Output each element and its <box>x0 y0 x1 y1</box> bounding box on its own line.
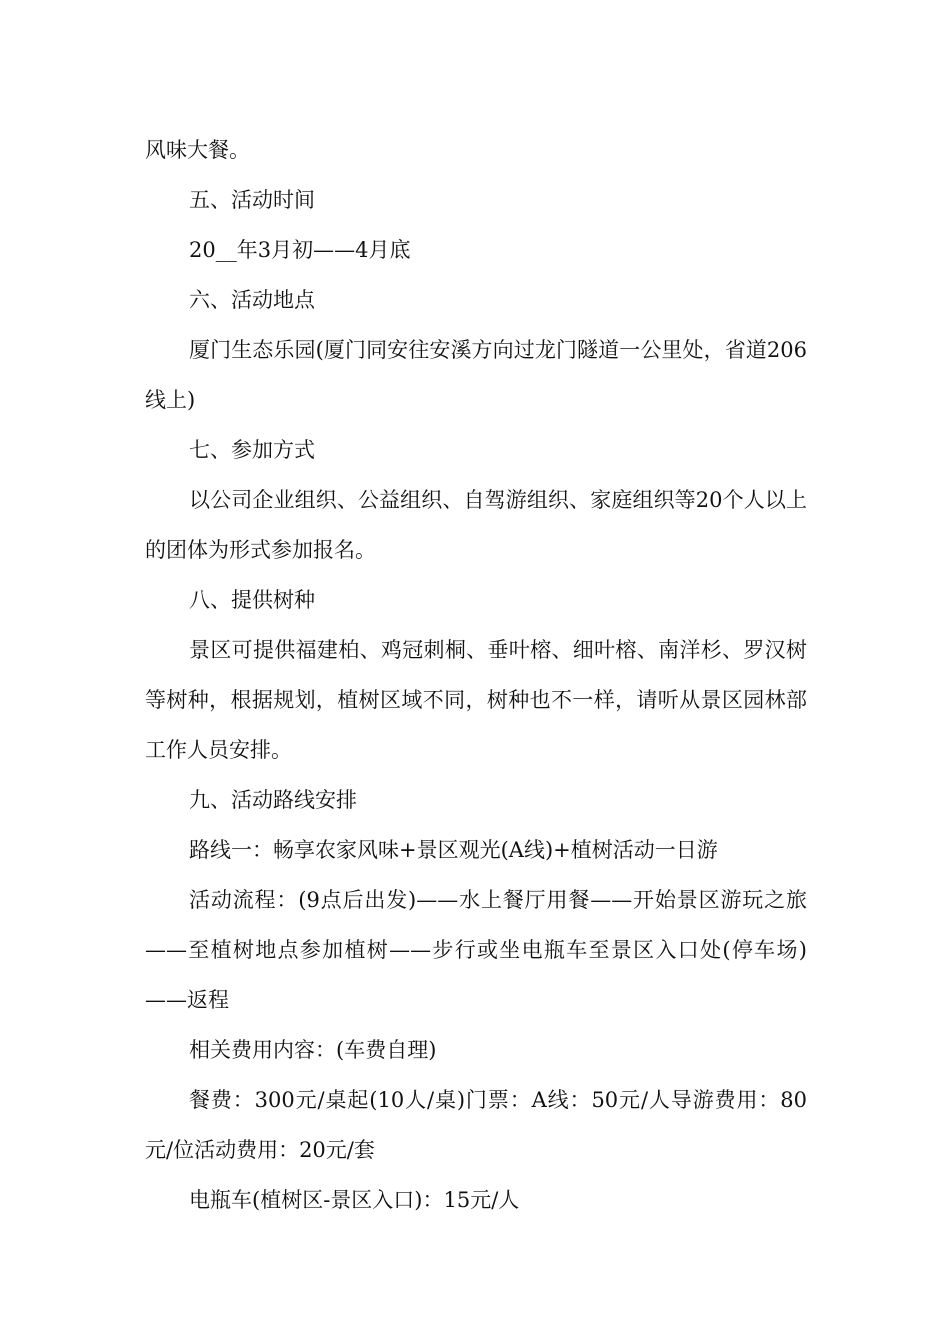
paragraph-activity-flow: 活动流程：(9点后出发)——水上餐厅用餐——开始景区游玩之旅——至植树地点参加植树——步行或坐电瓶车至景区入口处(停车场)——返程 <box>145 888 807 1012</box>
paragraph-shuttle-fee: 电瓶车(植树区-景区入口)：15元/人 <box>189 1188 520 1212</box>
heading-tree-species: 八、提供树种 <box>189 588 315 612</box>
paragraph-tree-species: 景区可提供福建柏、鸡冠刺桐、垂叶榕、细叶榕、南洋杉、罗汉树等树种，根据规划，植树区域不同，树种也不一样，请听从景区园林部工作人员安排。 <box>145 638 807 762</box>
paragraph-fee-heading: 相关费用内容：(车费自理) <box>189 1038 437 1062</box>
heading-activity-time: 五、活动时间 <box>189 188 315 212</box>
heading-activity-location: 六、活动地点 <box>189 288 315 312</box>
paragraph-activity-time: 20__年3月初——4月底 <box>189 238 411 262</box>
heading-participation-method: 七、参加方式 <box>189 438 315 462</box>
heading-route-arrangement: 九、活动路线安排 <box>189 788 357 812</box>
paragraph-route-one: 路线一：畅享农家风味+景区观光(A线)+植树活动一日游 <box>189 838 718 862</box>
paragraph-participation-method: 以公司企业组织、公益组织、自驾游组织、家庭组织等20个人以上的团体为形式参加报名。 <box>145 488 807 562</box>
paragraph-fees: 餐费：300元/桌起(10人/桌)门票：A线：50元/人导游费用：80元/位活动费用：20元/套 <box>145 1088 807 1162</box>
paragraph-continuation: 风味大餐。 <box>145 138 250 162</box>
paragraph-activity-location: 厦门生态乐园(厦门同安往安溪方向过龙门隧道一公里处，省道206线上) <box>145 338 807 412</box>
document-body <box>145 125 807 1225</box>
